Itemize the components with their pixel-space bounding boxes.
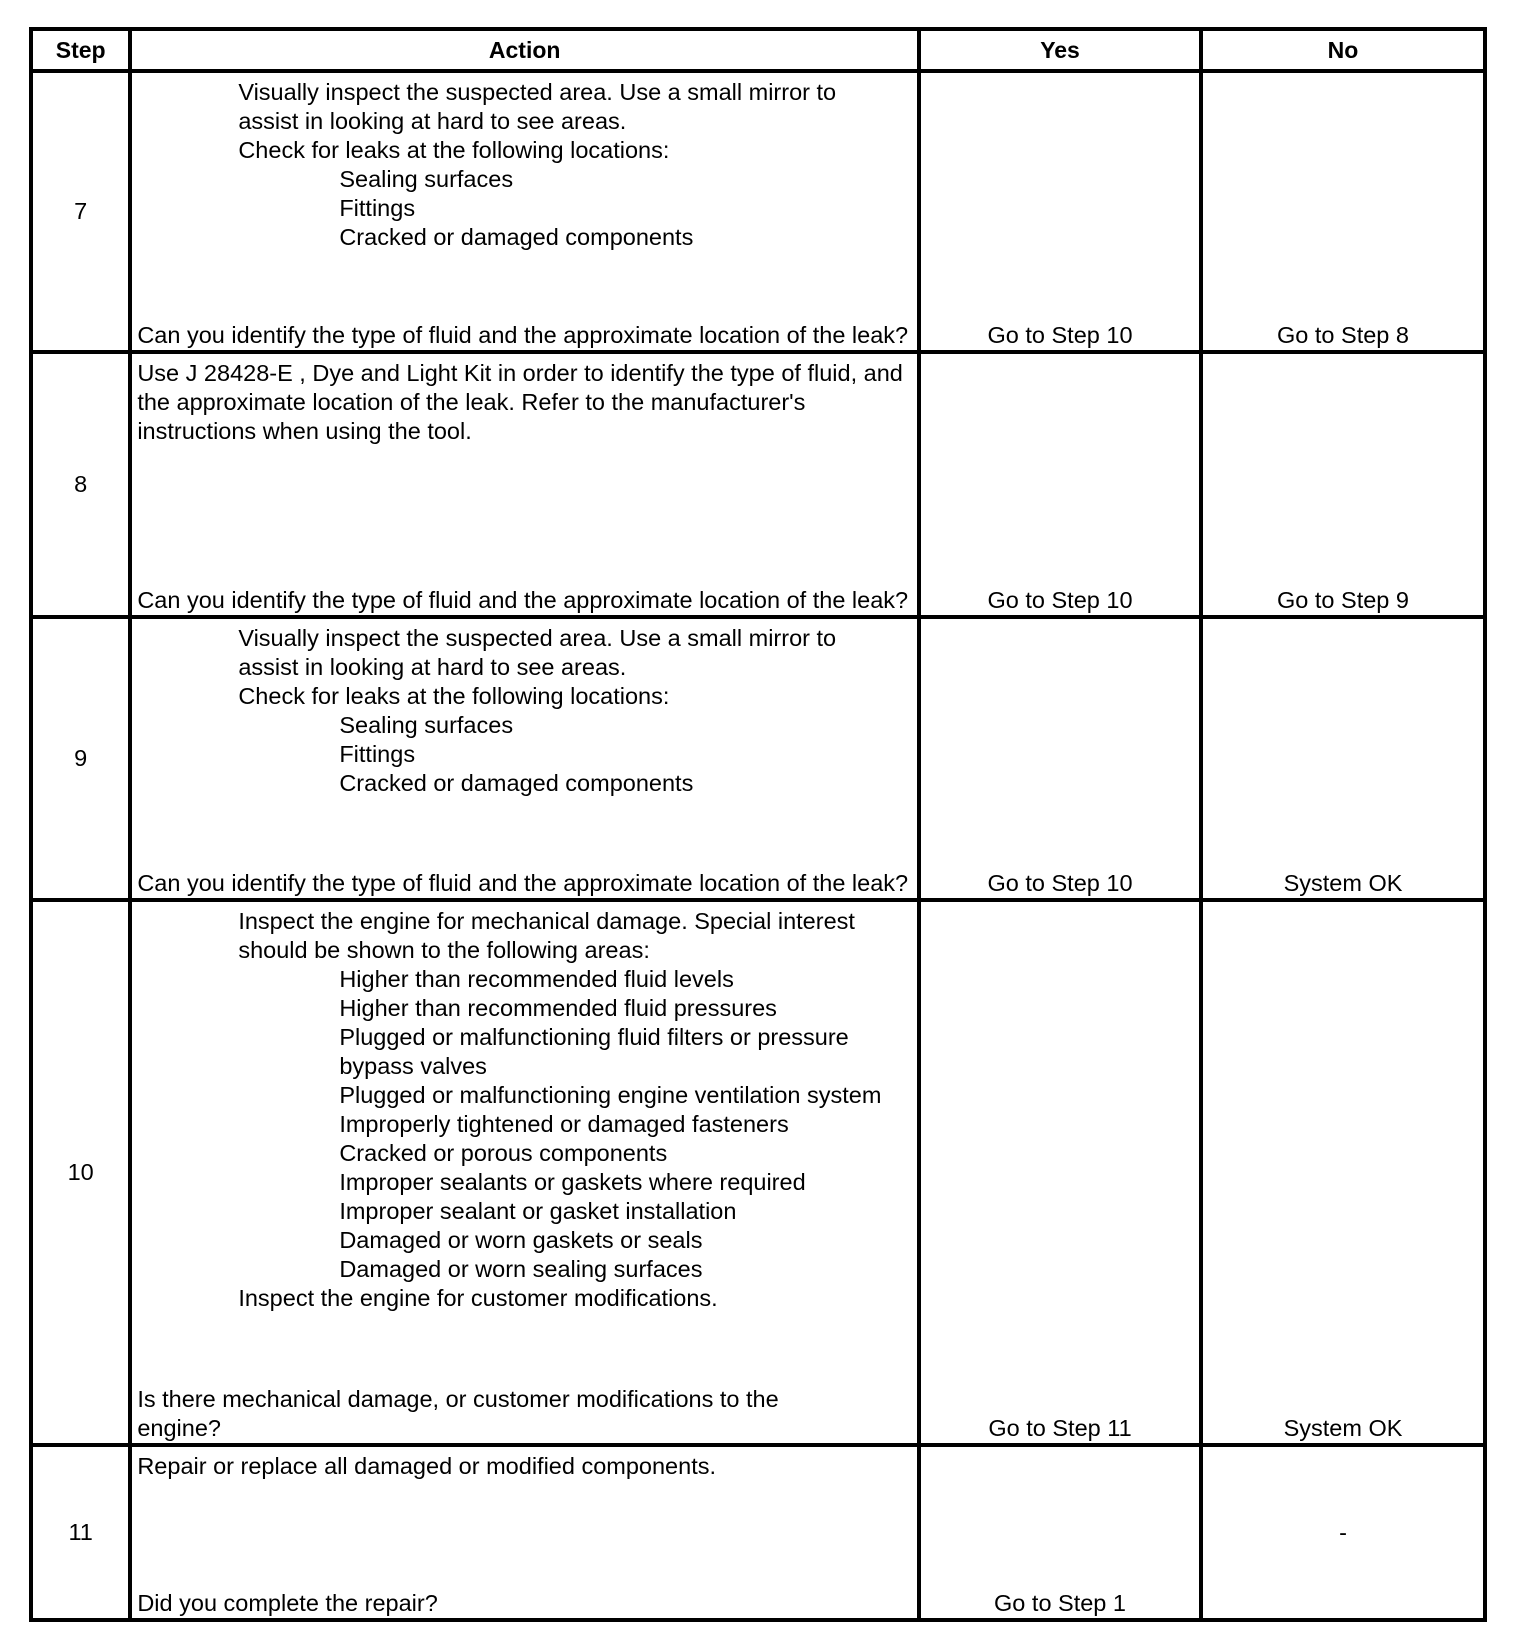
list-item: Higher than recommended fluid pressures (339, 995, 777, 1021)
no-cell (1201, 900, 1485, 1445)
header-yes: Yes (919, 29, 1201, 71)
step-number: 8 (31, 352, 130, 617)
step-number: 9 (31, 617, 130, 900)
header-row (31, 29, 1485, 71)
yes-answer: Go to Step 10 (987, 587, 1133, 613)
list-item: Damaged or worn sealing surfaces (339, 1256, 703, 1282)
yes-cell (919, 900, 1201, 1445)
action-cell (130, 617, 919, 900)
question-text: Did you complete the repair? (137, 1590, 438, 1616)
question-text: Can you identify the type of fluid and the approximate location of the leak? (137, 870, 909, 896)
step-number: 7 (31, 71, 130, 352)
yes-answer: Go to Step 10 (987, 870, 1133, 896)
action-cell (130, 352, 919, 617)
yes-cell (919, 617, 1201, 900)
list-item: Plugged or malfunctioning engine ventilation system (339, 1082, 882, 1108)
step-number: 11 (31, 1445, 130, 1620)
header-action: Action (130, 29, 919, 71)
no-answer: Go to Step 9 (1277, 587, 1409, 613)
action-cell (130, 900, 919, 1445)
action-text: Inspect the engine for customer modifications. (238, 1285, 718, 1311)
list-item: Sealing surfaces (339, 166, 514, 192)
table-row (31, 71, 1485, 352)
question-text: Can you identify the type of fluid and the approximate location of the leak? (137, 587, 909, 613)
action-text: Inspect the engine for mechanical damage. Special interest should be shown to the following areas: (238, 908, 855, 963)
no-cell (1201, 71, 1485, 352)
yes-answer: Go to Step 11 (988, 1415, 1132, 1441)
action-text: Repair or replace all damaged or modified components. (137, 1453, 717, 1479)
no-answer: System OK (1283, 1415, 1403, 1441)
table-row (31, 617, 1485, 900)
no-cell (1201, 1445, 1485, 1620)
yes-cell (919, 71, 1201, 352)
no-answer: Go to Step 8 (1277, 322, 1409, 348)
action-text: Visually inspect the suspected area. Use a small mirror to assist in looking at hard to see areas. (238, 79, 837, 134)
yes-answer: Go to Step 10 (987, 322, 1133, 348)
list-item: Fittings (339, 195, 416, 221)
list-item: Plugged or malfunctioning fluid filters or pressure bypass valves (339, 1024, 849, 1079)
action-text: Check for leaks at the following locations: (238, 137, 670, 163)
no-answer: - (1339, 1519, 1347, 1545)
table-row (31, 1445, 1485, 1620)
list-item: Improper sealant or gasket installation (339, 1198, 737, 1224)
no-answer: System OK (1283, 870, 1403, 896)
diagnostic-table (29, 27, 1487, 1622)
list-item: Cracked or porous components (339, 1140, 668, 1166)
yes-answer: Go to Step 1 (994, 1590, 1126, 1616)
no-cell (1201, 617, 1485, 900)
list-item: Damaged or worn gaskets or seals (339, 1227, 703, 1253)
question-text: Is there mechanical damage, or customer modifications to the engine? (137, 1386, 779, 1441)
yes-cell (919, 352, 1201, 617)
list-item: Improper sealants or gaskets where required (339, 1169, 806, 1195)
yes-cell (919, 1445, 1201, 1620)
list-item: Higher than recommended fluid levels (339, 966, 734, 992)
list-item: Cracked or damaged components (339, 224, 694, 250)
question-text: Can you identify the type of fluid and the approximate location of the leak? (137, 322, 909, 348)
list-item: Cracked or damaged components (339, 770, 694, 796)
list-item: Improperly tightened or damaged fasteners (339, 1111, 789, 1137)
list-item: Sealing surfaces (339, 712, 514, 738)
action-cell (130, 71, 919, 352)
step-number: 10 (31, 900, 130, 1445)
list-item: Fittings (339, 741, 416, 767)
action-text: Visually inspect the suspected area. Use a small mirror to assist in looking at hard to see areas. (238, 625, 837, 680)
action-cell (130, 1445, 919, 1620)
action-text: Check for leaks at the following locations: (238, 683, 670, 709)
header-no: No (1201, 29, 1485, 71)
no-cell (1201, 352, 1485, 617)
table-row (31, 352, 1485, 617)
table-row (31, 900, 1485, 1445)
header-step: Step (31, 29, 130, 71)
action-text: Use J 28428-E , Dye and Light Kit in order to identify the type of fluid, and the approximate location of the leak. Refer to the manufacturer's instructions when using the tool. (137, 360, 903, 444)
